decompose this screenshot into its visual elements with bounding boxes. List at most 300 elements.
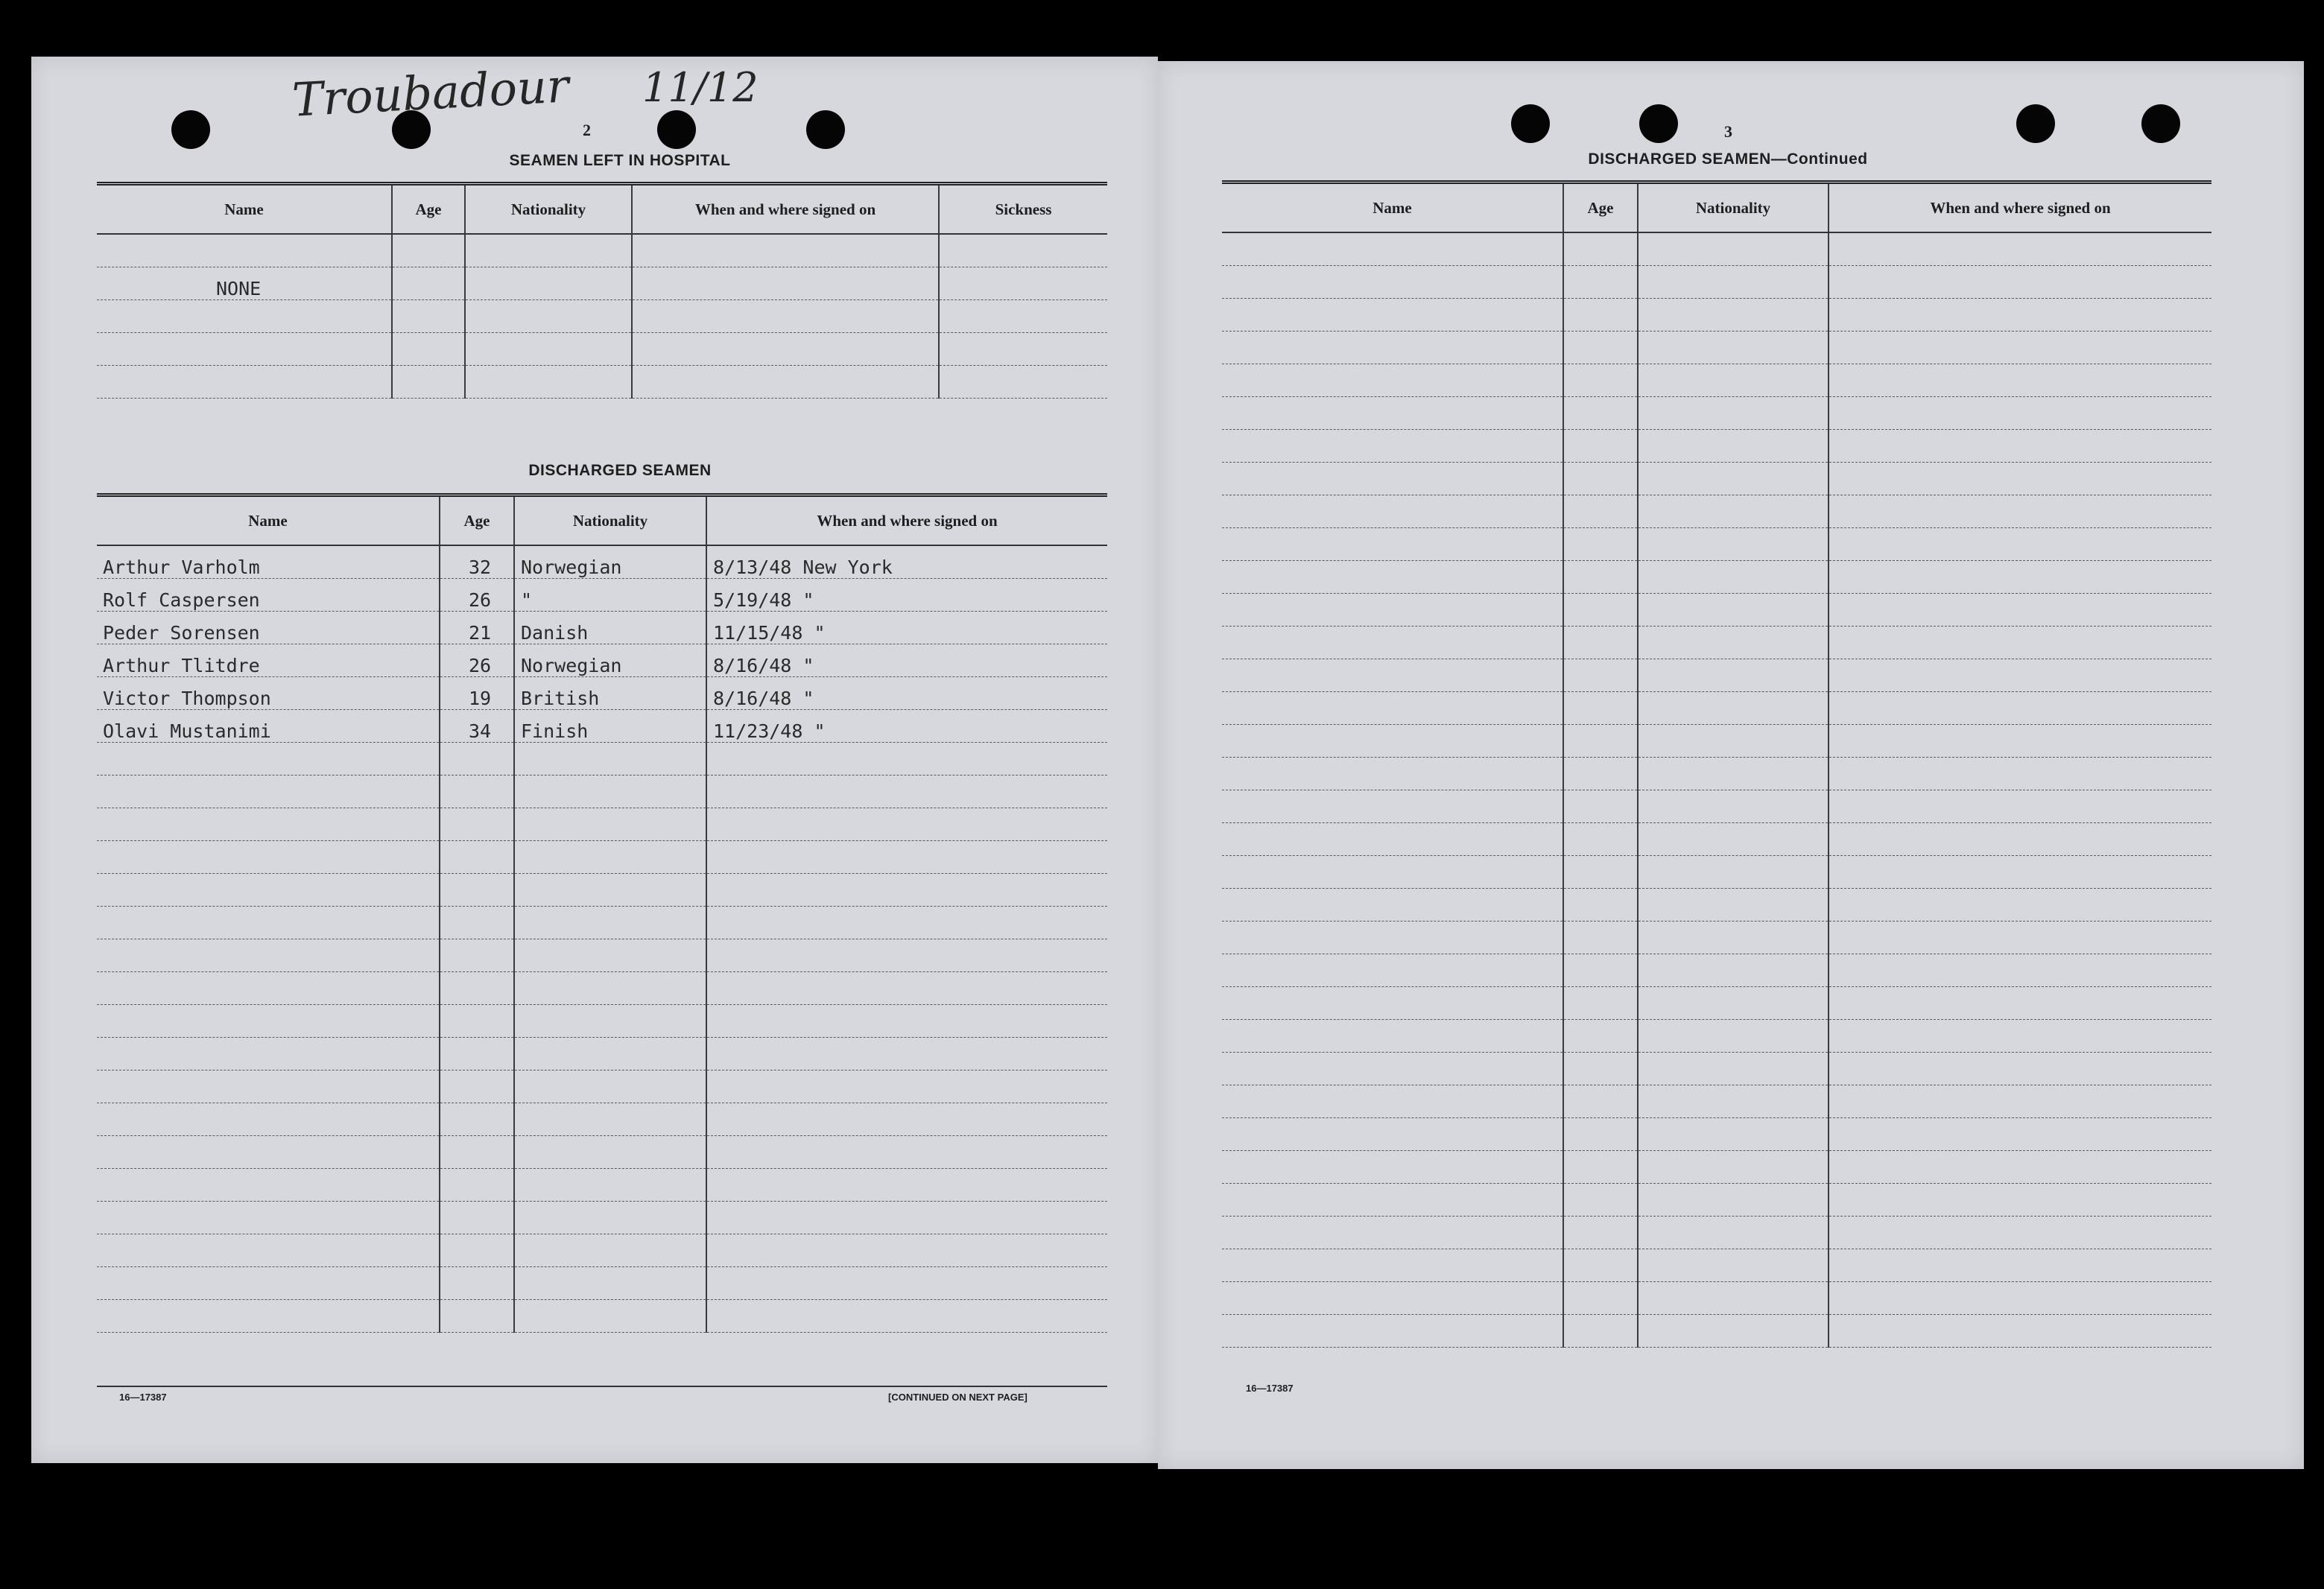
- form-code: 16—17387: [119, 1392, 167, 1403]
- cell-nationality: [514, 1234, 706, 1267]
- table-row: [1222, 1151, 2211, 1184]
- cell-signed-on: [1829, 495, 2211, 528]
- cell-name: [1222, 1315, 1563, 1348]
- cell-nationality: [514, 874, 706, 907]
- cell-age: [392, 234, 465, 267]
- table-row: [97, 1169, 1107, 1202]
- table-row: [1222, 1085, 2211, 1118]
- table-row: [1222, 463, 2211, 495]
- table-row: [97, 874, 1107, 907]
- cell-nationality: [1638, 790, 1829, 823]
- punch-hole: [806, 110, 845, 149]
- cell-name: NONE: [97, 267, 392, 300]
- cell-nationality: [514, 1300, 706, 1333]
- cell-signed-on: [1829, 1282, 2211, 1315]
- cell-age: [1563, 299, 1638, 332]
- cell-signed-on: [706, 743, 1107, 776]
- cell-signed-on: [1829, 1118, 2211, 1151]
- table-row: [97, 644, 1107, 677]
- cell-nationality: [1638, 856, 1829, 889]
- cell-name: [1222, 790, 1563, 823]
- cell-age: [1563, 790, 1638, 823]
- cell-name: [1222, 463, 1563, 495]
- cell-name: Olavi Mustanimi: [97, 710, 440, 743]
- cell-age: [392, 333, 465, 366]
- cell-name: [1222, 364, 1563, 397]
- cell-signed-on: [1829, 1217, 2211, 1249]
- table-row: [97, 841, 1107, 874]
- cell-signed-on: [706, 972, 1107, 1005]
- cell-nationality: [514, 1038, 706, 1071]
- cell-age: [1563, 889, 1638, 922]
- column-header-age: Age: [1563, 183, 1638, 233]
- cell-nationality: Finish: [514, 710, 706, 743]
- cell-name: [1222, 1282, 1563, 1315]
- cell-name: [1222, 299, 1563, 332]
- cell-signed-on: [1829, 627, 2211, 659]
- cell-signed-on: [1829, 790, 2211, 823]
- cell-age: [1563, 725, 1638, 758]
- cell-nationality: [1638, 397, 1829, 430]
- cell-name: [97, 234, 392, 267]
- table-row: [97, 579, 1107, 612]
- cell-age: [392, 366, 465, 399]
- table-row: [1222, 790, 2211, 823]
- table-row: [97, 267, 1107, 300]
- continued-note: [CONTINUED ON NEXT PAGE]: [888, 1392, 1028, 1403]
- cell-nationality: [1638, 594, 1829, 627]
- cell-signed-on: [706, 1234, 1107, 1267]
- punch-hole: [171, 110, 210, 149]
- cell-nationality: [1638, 495, 1829, 528]
- cell-signed-on: [1829, 299, 2211, 332]
- table-row: [1222, 627, 2211, 659]
- cell-name: Rolf Caspersen: [97, 579, 440, 612]
- cell-signed-on: [1829, 332, 2211, 364]
- cell-age: [1563, 692, 1638, 725]
- cell-signed-on: 11/23/48 ": [706, 710, 1107, 743]
- cell-age: [1563, 397, 1638, 430]
- cell-name: [97, 1071, 440, 1103]
- table-row: [97, 1202, 1107, 1234]
- column-header-nationality: Nationality: [1638, 183, 1829, 233]
- cell-sickness: [939, 234, 1107, 267]
- table-row: [1222, 922, 2211, 954]
- cell-nationality: [514, 1136, 706, 1169]
- bottom-rule: [97, 1386, 1107, 1387]
- cell-age: [1563, 561, 1638, 594]
- cell-signed-on: [706, 1071, 1107, 1103]
- table-row: [1222, 987, 2211, 1020]
- cell-nationality: [1638, 659, 1829, 692]
- column-header-name: Name: [1222, 183, 1563, 233]
- cell-signed-on: [706, 939, 1107, 972]
- punch-hole: [657, 110, 696, 149]
- table-row: [97, 1071, 1107, 1103]
- cell-nationality: [1638, 1217, 1829, 1249]
- cell-name: [1222, 954, 1563, 987]
- cell-name: Arthur Varholm: [97, 545, 440, 579]
- cell-nationality: [1638, 954, 1829, 987]
- cell-age: [1563, 1118, 1638, 1151]
- cell-signed-on: [706, 841, 1107, 874]
- table-row: [97, 1103, 1107, 1136]
- discharged-continued-table: [1222, 180, 2211, 1348]
- cell-age: [440, 1169, 514, 1202]
- cell-signed-on: [1829, 232, 2211, 266]
- cell-age: [1563, 1282, 1638, 1315]
- cell-nationality: [514, 939, 706, 972]
- cell-nationality: [1638, 1053, 1829, 1085]
- cell-signed-on: [706, 1103, 1107, 1136]
- cell-name: [1222, 1020, 1563, 1053]
- table-row: [1222, 528, 2211, 561]
- table-row: [1222, 659, 2211, 692]
- cell-age: [440, 972, 514, 1005]
- cell-name: [1222, 889, 1563, 922]
- table-row: [97, 1300, 1107, 1333]
- cell-nationality: [1638, 364, 1829, 397]
- cell-age: [1563, 463, 1638, 495]
- cell-name: [97, 972, 440, 1005]
- cell-nationality: [465, 366, 632, 399]
- table-row: [97, 808, 1107, 841]
- table-row: [97, 300, 1107, 333]
- cell-name: [1222, 495, 1563, 528]
- cell-age: [1563, 823, 1638, 856]
- column-header-nationality: Nationality: [514, 495, 706, 546]
- cell-name: [97, 1169, 440, 1202]
- table-row: [97, 545, 1107, 579]
- cell-name: Arthur Tlitdre: [97, 644, 440, 677]
- table-row: [97, 907, 1107, 939]
- table-row: [1222, 1053, 2211, 1085]
- table-row: [97, 743, 1107, 776]
- cell-name: [97, 776, 440, 808]
- cell-signed-on: [706, 1300, 1107, 1333]
- cell-signed-on: [1829, 725, 2211, 758]
- cell-signed-on: [632, 333, 939, 366]
- cell-name: [1222, 266, 1563, 299]
- table-row: [1222, 856, 2211, 889]
- cell-name: [97, 1300, 440, 1333]
- cell-nationality: [1638, 758, 1829, 790]
- table-row: [1222, 495, 2211, 528]
- cell-age: [440, 1038, 514, 1071]
- cell-signed-on: [1829, 594, 2211, 627]
- cell-age: 32: [440, 545, 514, 579]
- table-row: [97, 776, 1107, 808]
- cell-age: 26: [440, 579, 514, 612]
- table-row: [1222, 1249, 2211, 1282]
- discharged-section-title: DISCHARGED SEAMEN: [528, 462, 712, 479]
- table-row: [1222, 954, 2211, 987]
- cell-nationality: [1638, 332, 1829, 364]
- cell-nationality: British: [514, 677, 706, 710]
- cell-nationality: [514, 1169, 706, 1202]
- cell-age: [440, 1234, 514, 1267]
- cell-signed-on: [1829, 561, 2211, 594]
- cell-name: [97, 939, 440, 972]
- cell-nationality: [465, 234, 632, 267]
- table-row: [1222, 725, 2211, 758]
- right-page: [1158, 61, 2304, 1469]
- cell-age: [1563, 1315, 1638, 1348]
- column-header-sickness: Sickness: [939, 184, 1107, 235]
- cell-age: [440, 808, 514, 841]
- cell-nationality: [514, 1202, 706, 1234]
- handwritten-vessel-name: Troubadour: [291, 58, 571, 127]
- cell-signed-on: [1829, 659, 2211, 692]
- cell-age: [1563, 232, 1638, 266]
- table-row: [97, 333, 1107, 366]
- cell-nationality: [514, 1071, 706, 1103]
- column-header-name: Name: [97, 495, 440, 546]
- cell-signed-on: [1829, 922, 2211, 954]
- table-row: [97, 366, 1107, 399]
- cell-name: [1222, 823, 1563, 856]
- cell-signed-on: [632, 300, 939, 333]
- cell-signed-on: [1829, 528, 2211, 561]
- cell-name: [97, 808, 440, 841]
- cell-age: [1563, 528, 1638, 561]
- cell-name: [1222, 1249, 1563, 1282]
- cell-signed-on: [1829, 430, 2211, 463]
- table-row: [1222, 889, 2211, 922]
- cell-nationality: [465, 300, 632, 333]
- table-row: [97, 1234, 1107, 1267]
- cell-sickness: [939, 267, 1107, 300]
- cell-age: [1563, 364, 1638, 397]
- table-row: [1222, 1184, 2211, 1217]
- cell-name: [1222, 397, 1563, 430]
- cell-nationality: [1638, 1151, 1829, 1184]
- cell-name: Victor Thompson: [97, 677, 440, 710]
- cell-signed-on: 8/13/48 New York: [706, 545, 1107, 579]
- cell-nationality: [1638, 561, 1829, 594]
- cell-age: [440, 1267, 514, 1300]
- discharged-table: [97, 493, 1107, 1333]
- cell-signed-on: [706, 776, 1107, 808]
- cell-nationality: [1638, 1282, 1829, 1315]
- cell-nationality: [1638, 922, 1829, 954]
- cell-name: [97, 333, 392, 366]
- cell-age: [440, 1202, 514, 1234]
- cell-name: [1222, 987, 1563, 1020]
- cell-age: [1563, 987, 1638, 1020]
- cell-name: [1222, 1118, 1563, 1151]
- cell-nationality: [1638, 430, 1829, 463]
- punch-hole: [2016, 104, 2055, 143]
- cell-age: [1563, 1184, 1638, 1217]
- cell-nationality: [1638, 463, 1829, 495]
- cell-nationality: [465, 267, 632, 300]
- cell-signed-on: [1829, 1249, 2211, 1282]
- table-row: [1222, 561, 2211, 594]
- cell-age: [1563, 430, 1638, 463]
- cell-nationality: [514, 743, 706, 776]
- cell-age: [1563, 266, 1638, 299]
- cell-age: [1563, 332, 1638, 364]
- cell-nationality: [1638, 1020, 1829, 1053]
- cell-signed-on: [1829, 823, 2211, 856]
- cell-age: [1563, 1151, 1638, 1184]
- table-row: [97, 972, 1107, 1005]
- cell-name: [97, 1136, 440, 1169]
- column-header-signed-on: When and where signed on: [1829, 183, 2211, 233]
- table-row: [1222, 758, 2211, 790]
- cell-signed-on: [632, 234, 939, 267]
- cell-signed-on: [706, 874, 1107, 907]
- cell-name: [1222, 692, 1563, 725]
- cell-nationality: [1638, 1315, 1829, 1348]
- cell-name: [1222, 561, 1563, 594]
- table-row: [1222, 1315, 2211, 1348]
- cell-nationality: [1638, 692, 1829, 725]
- cell-age: [1563, 594, 1638, 627]
- column-header-age: Age: [392, 184, 465, 235]
- cell-signed-on: [1829, 1053, 2211, 1085]
- hospital-table: [97, 182, 1107, 399]
- cell-name: [1222, 1151, 1563, 1184]
- table-row: [1222, 692, 2211, 725]
- cell-name: [97, 743, 440, 776]
- hospital-section-title: SEAMEN LEFT IN HOSPITAL: [509, 152, 731, 169]
- cell-name: [1222, 659, 1563, 692]
- cell-signed-on: [1829, 889, 2211, 922]
- cell-nationality: Norwegian: [514, 545, 706, 579]
- cell-name: [97, 1234, 440, 1267]
- cell-signed-on: [1829, 463, 2211, 495]
- cell-age: [1563, 659, 1638, 692]
- cell-name: [97, 1202, 440, 1234]
- cell-name: [97, 907, 440, 939]
- cell-nationality: [1638, 266, 1829, 299]
- table-row: [1222, 1020, 2211, 1053]
- table-row: [97, 1038, 1107, 1071]
- table-row: [97, 612, 1107, 644]
- cell-signed-on: [632, 366, 939, 399]
- cell-signed-on: [1829, 692, 2211, 725]
- cell-age: [440, 1103, 514, 1136]
- punch-hole: [2141, 104, 2180, 143]
- cell-age: [392, 267, 465, 300]
- handwritten-date: 11/12: [642, 64, 759, 111]
- table-row: [1222, 364, 2211, 397]
- cell-signed-on: [1829, 266, 2211, 299]
- cell-name: [97, 1038, 440, 1071]
- cell-sickness: [939, 300, 1107, 333]
- cell-signed-on: 5/19/48 ": [706, 579, 1107, 612]
- cell-signed-on: [706, 1202, 1107, 1234]
- cell-signed-on: [1829, 954, 2211, 987]
- table-row: [1222, 232, 2211, 266]
- cell-name: [97, 1005, 440, 1038]
- table-row: [97, 939, 1107, 972]
- cell-nationality: [514, 776, 706, 808]
- cell-nationality: [465, 333, 632, 366]
- cell-nationality: [1638, 627, 1829, 659]
- cell-name: [1222, 528, 1563, 561]
- cell-signed-on: [1829, 397, 2211, 430]
- cell-signed-on: [706, 808, 1107, 841]
- cell-sickness: [939, 333, 1107, 366]
- cell-signed-on: [1829, 758, 2211, 790]
- cell-age: [1563, 758, 1638, 790]
- table-row: [1222, 1217, 2211, 1249]
- cell-signed-on: 8/16/48 ": [706, 644, 1107, 677]
- table-row: [97, 710, 1107, 743]
- cell-age: [1563, 1217, 1638, 1249]
- column-header-age: Age: [440, 495, 514, 546]
- cell-name: [1222, 1184, 1563, 1217]
- cell-age: [440, 776, 514, 808]
- cell-age: [440, 841, 514, 874]
- cell-signed-on: [1829, 1020, 2211, 1053]
- cell-signed-on: [1829, 856, 2211, 889]
- cell-age: [440, 1136, 514, 1169]
- cell-signed-on: [706, 1005, 1107, 1038]
- cell-signed-on: [1829, 1151, 2211, 1184]
- cell-nationality: [514, 808, 706, 841]
- cell-name: [1222, 758, 1563, 790]
- cell-name: [97, 841, 440, 874]
- form-code: 16—17387: [1246, 1383, 1294, 1394]
- cell-age: [440, 743, 514, 776]
- cell-signed-on: 8/16/48 ": [706, 677, 1107, 710]
- cell-age: [440, 939, 514, 972]
- cell-nationality: [1638, 1118, 1829, 1151]
- table-row: [1222, 397, 2211, 430]
- cell-age: 19: [440, 677, 514, 710]
- table-row: [1222, 299, 2211, 332]
- punch-hole: [1511, 104, 1550, 143]
- cell-age: [1563, 627, 1638, 659]
- cell-nationality: [514, 907, 706, 939]
- table-row: [97, 1005, 1107, 1038]
- cell-nationality: [1638, 1085, 1829, 1118]
- column-header-signed-on: When and where signed on: [632, 184, 939, 235]
- table-row: [1222, 823, 2211, 856]
- table-row: [97, 677, 1107, 710]
- cell-signed-on: [706, 1136, 1107, 1169]
- cell-name: [97, 874, 440, 907]
- cell-nationality: [1638, 889, 1829, 922]
- cell-name: [1222, 232, 1563, 266]
- cell-nationality: [514, 972, 706, 1005]
- cell-name: [1222, 1217, 1563, 1249]
- cell-age: [440, 1005, 514, 1038]
- cell-name: [1222, 430, 1563, 463]
- cell-nationality: [1638, 1249, 1829, 1282]
- cell-age: [1563, 1053, 1638, 1085]
- cell-age: [1563, 856, 1638, 889]
- cell-nationality: [514, 1103, 706, 1136]
- cell-age: [1563, 954, 1638, 987]
- cell-age: [1563, 1249, 1638, 1282]
- cell-name: [1222, 856, 1563, 889]
- table-row: [1222, 594, 2211, 627]
- cell-age: [440, 874, 514, 907]
- table-row: [1222, 332, 2211, 364]
- cell-age: 34: [440, 710, 514, 743]
- cell-name: [97, 1267, 440, 1300]
- cell-nationality: [1638, 987, 1829, 1020]
- cell-signed-on: [706, 907, 1107, 939]
- cell-nationality: [514, 841, 706, 874]
- cell-nationality: [514, 1267, 706, 1300]
- discharged-continued-title: DISCHARGED SEAMEN—Continued: [1588, 150, 1868, 168]
